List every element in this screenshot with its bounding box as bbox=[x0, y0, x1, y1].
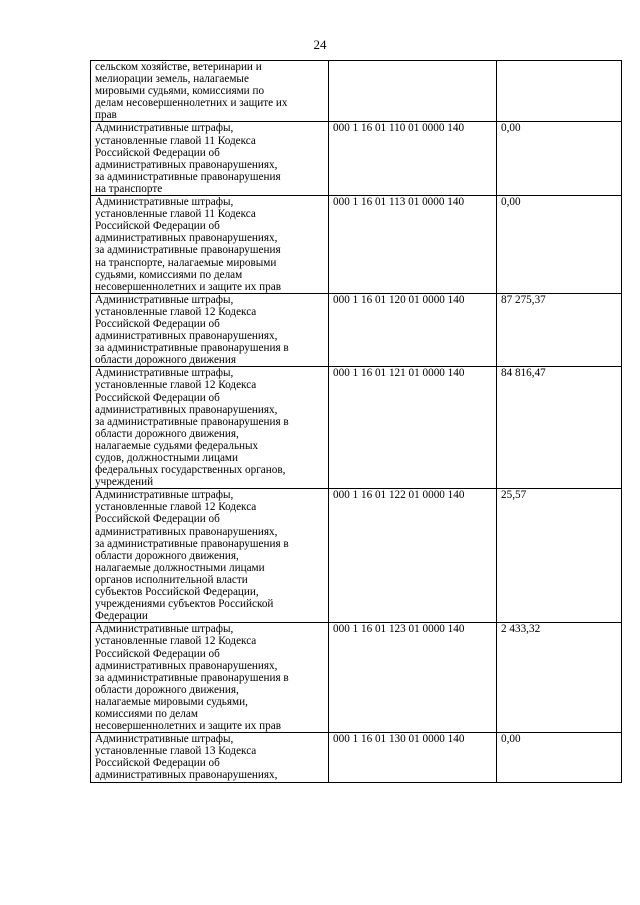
row-amount-cell: 2 433,32 bbox=[497, 623, 622, 733]
row-code-cell: 000 1 16 01 121 01 0000 140 bbox=[329, 367, 497, 489]
row-amount-cell: 0,00 bbox=[497, 122, 622, 196]
row-name: Административные штрафы, установленные главой 11 Кодекса Российской Федерации об административных правонарушениях, за административные правонарушения на транспорте, налагаемые мировыми судьями, комиссиями по делам несовершеннолетних и защите их прав bbox=[95, 196, 281, 293]
table-row bbox=[91, 489, 622, 623]
row-name-cell bbox=[91, 489, 329, 623]
row-name: сельском хозяйстве, ветеринарии и мелиорации земель, налагаемые мировыми судьями, комиссиями по делам несовершеннолетних и защите их прав bbox=[95, 61, 288, 122]
row-code-cell: 000 1 16 01 120 01 0000 140 bbox=[329, 293, 497, 367]
table-row bbox=[91, 122, 622, 196]
table-row bbox=[91, 623, 622, 733]
row-name: Административные штрафы, установленные главой 11 Кодекса Российской Федерации об административных правонарушениях, за административные правонарушения на транспорте bbox=[95, 122, 281, 195]
row-name: Административные штрафы, установленные главой 12 Кодекса Российской Федерации об административных правонарушениях, за административные правонарушения в области дорожного движения, налагаемые судьями федеральных судов, должностными лицами федеральных государственных органов, учреждений bbox=[95, 367, 289, 489]
row-name-cell bbox=[91, 367, 329, 489]
row-name: Административные штрафы, установленные главой 12 Кодекса Российской Федерации об административных правонарушениях, за административные правонарушения в области дорожного движения, налагаемые мировыми судьями, комиссиями по делам несовершеннолетних и защите их прав bbox=[95, 623, 289, 733]
row-name-cell bbox=[91, 61, 329, 122]
row-amount-cell bbox=[497, 61, 622, 122]
row-code-cell: 000 1 16 01 113 01 0000 140 bbox=[329, 196, 497, 294]
row-code-cell: 000 1 16 01 130 01 0000 140 bbox=[329, 733, 497, 782]
row-name-cell bbox=[91, 733, 329, 782]
row-amount-cell: 84 816,47 bbox=[497, 367, 622, 489]
row-amount-cell: 25,57 bbox=[497, 489, 622, 623]
row-name: Административные штрафы, установленные главой 12 Кодекса Российской Федерации об административных правонарушениях, за административные правонарушения в области дорожного движения bbox=[95, 293, 289, 367]
row-name-cell bbox=[91, 196, 329, 294]
row-code-cell: 000 1 16 01 123 01 0000 140 bbox=[329, 623, 497, 733]
row-name: Административные штрафы, установленные главой 12 Кодекса Российской Федерации об административных правонарушениях, за административные правонарушения в области дорожного движения, налагаемые должностными лицами органов исполнительной власти субъектов Российской Федерации, учреждениями субъектов Российской Федерации bbox=[95, 489, 289, 623]
revenue-table bbox=[90, 60, 622, 783]
page-number: 24 bbox=[313, 37, 327, 52]
row-amount-cell: 0,00 bbox=[497, 733, 622, 782]
row-name-cell bbox=[91, 623, 329, 733]
row-code-cell bbox=[329, 61, 497, 122]
table-row bbox=[91, 733, 622, 782]
table-row bbox=[91, 293, 622, 367]
row-name-cell bbox=[91, 293, 329, 367]
row-name-cell bbox=[91, 122, 329, 196]
row-name: Административные штрафы, установленные главой 13 Кодекса Российской Федерации об административных правонарушениях, bbox=[95, 733, 278, 782]
table-row bbox=[91, 61, 622, 122]
table-row bbox=[91, 196, 622, 294]
row-code-cell: 000 1 16 01 110 01 0000 140 bbox=[329, 122, 497, 196]
row-amount-cell: 0,00 bbox=[497, 196, 622, 294]
row-amount-cell: 87 275,37 bbox=[497, 293, 622, 367]
table-row bbox=[91, 367, 622, 489]
row-code-cell: 000 1 16 01 122 01 0000 140 bbox=[329, 489, 497, 623]
